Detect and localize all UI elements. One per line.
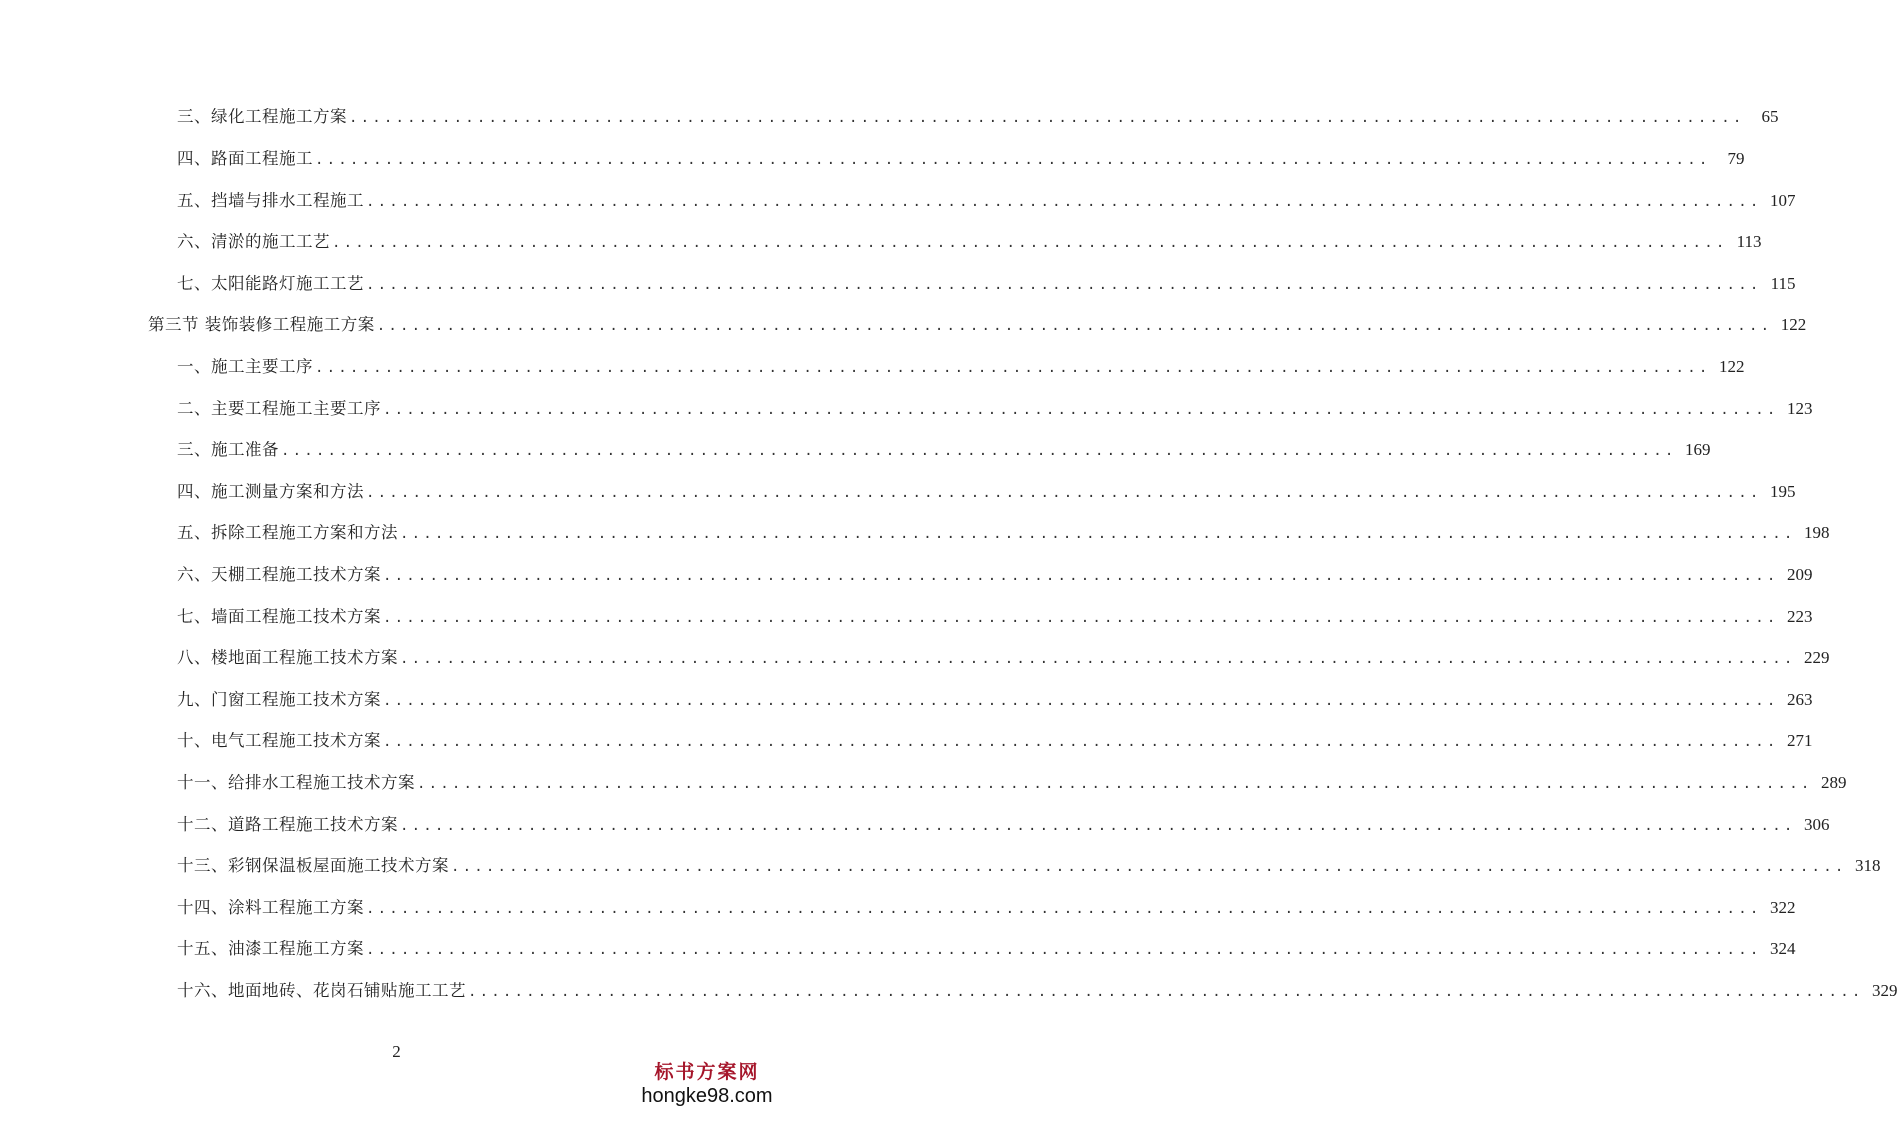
toc-entry bbox=[177, 229, 1762, 255]
toc-entry-page: 115 bbox=[1770, 274, 1796, 293]
toc-dot-leader: ........................................................................................................................ bbox=[376, 318, 1773, 334]
toc-dot-leader: ........................................................................................................................ bbox=[383, 734, 1779, 750]
toc-entry-title: 五、挡墙与排水工程施工 bbox=[177, 191, 364, 210]
toc-entry bbox=[177, 812, 1830, 838]
toc-entry bbox=[177, 978, 1897, 1004]
toc-entry-title: 三、施工准备 bbox=[177, 440, 279, 459]
toc-dot-leader: ........................................................................................................................ bbox=[315, 152, 1711, 168]
toc-entry-title: 十五、油漆工程施工方案 bbox=[177, 939, 364, 958]
toc-entry-title: 七、太阳能路灯施工工艺 bbox=[177, 274, 364, 293]
toc-entry-page: 195 bbox=[1769, 482, 1796, 501]
toc-dot-leader: ........................................................................................................................ bbox=[451, 859, 1847, 875]
toc-entry-page: 79 bbox=[1727, 149, 1745, 168]
toc-entry-page: 329 bbox=[1871, 981, 1897, 1000]
toc-entry bbox=[177, 562, 1813, 588]
toc-dot-leader: ........................................................................................................................ bbox=[349, 110, 1745, 126]
toc-entry-page: 209 bbox=[1786, 565, 1813, 584]
toc-entry-title: 十一、给排水工程施工技术方案 bbox=[177, 773, 415, 792]
toc-dot-leader: ........................................................................................................................ bbox=[332, 235, 1728, 251]
watermark-site-url: hongke98.com bbox=[641, 1085, 773, 1107]
toc-entry-page: 271 bbox=[1786, 731, 1813, 750]
toc-dot-leader: ........................................................................................................................ bbox=[383, 402, 1779, 418]
toc-entry-page: 65 bbox=[1761, 107, 1779, 126]
toc-entry bbox=[177, 895, 1796, 921]
toc-entry-title: 二、主要工程施工主要工序 bbox=[177, 399, 381, 418]
toc-dot-leader: ........................................................................................................................ bbox=[315, 360, 1711, 376]
toc-entry bbox=[177, 479, 1796, 505]
toc-entry bbox=[177, 728, 1813, 754]
toc-entry-page: 324 bbox=[1769, 939, 1796, 958]
toc-entry-title: 十四、涂料工程施工方案 bbox=[177, 898, 364, 917]
toc-entry bbox=[177, 853, 1881, 879]
toc-entry bbox=[177, 271, 1796, 297]
toc-entry bbox=[177, 146, 1745, 172]
toc-dot-leader: ........................................................................................................................ bbox=[468, 984, 1864, 1000]
toc-entry bbox=[177, 354, 1745, 380]
toc-dot-leader: ........................................................................................................................ bbox=[366, 901, 1762, 917]
watermark-chinese-name: 标书方案网 bbox=[654, 1061, 760, 1083]
toc-dot-leader: ........................................................................................................................ bbox=[366, 485, 1762, 501]
toc-entry-page: 322 bbox=[1769, 898, 1796, 917]
toc-entry-title: 四、路面工程施工 bbox=[177, 149, 313, 168]
toc-entry-page: 289 bbox=[1820, 773, 1847, 792]
toc-entry-page: 169 bbox=[1684, 440, 1711, 459]
toc-dot-leader: ........................................................................................................................ bbox=[281, 443, 1677, 459]
toc-entry bbox=[177, 645, 1830, 671]
toc-entry-title: 十二、道路工程施工技术方案 bbox=[177, 815, 398, 834]
toc-entry bbox=[177, 396, 1813, 422]
toc-entry-page: 229 bbox=[1803, 648, 1830, 667]
toc-entry-title: 八、楼地面工程施工技术方案 bbox=[177, 648, 398, 667]
toc-entry-page: 306 bbox=[1803, 815, 1830, 834]
toc-dot-leader: ........................................................................................................................ bbox=[366, 277, 1762, 293]
toc-entry bbox=[177, 770, 1847, 796]
toc-entry-title: 六、清淤的施工工艺 bbox=[177, 232, 330, 251]
toc-entry-title: 第三节 装饰装修工程施工方案 bbox=[148, 315, 375, 334]
toc-entry-page: 122 bbox=[1780, 315, 1807, 334]
toc-dot-leader: ........................................................................................................................ bbox=[400, 818, 1796, 834]
toc-dot-leader: ........................................................................................................................ bbox=[400, 651, 1796, 667]
toc-entry-page: 263 bbox=[1786, 690, 1813, 709]
toc-dot-leader: ........................................................................................................................ bbox=[383, 568, 1779, 584]
toc-entry-page: 223 bbox=[1786, 607, 1813, 626]
toc-dot-leader: ........................................................................................................................ bbox=[366, 194, 1762, 210]
toc-entry bbox=[177, 188, 1796, 214]
toc-entry bbox=[177, 936, 1796, 962]
toc-entry bbox=[177, 437, 1711, 463]
toc-entry-title: 十三、彩钢保温板屋面施工技术方案 bbox=[177, 856, 449, 875]
toc-entry-title: 三、绿化工程施工方案 bbox=[177, 107, 347, 126]
toc-entry bbox=[177, 604, 1813, 630]
toc-dot-leader: ........................................................................................................................ bbox=[383, 610, 1779, 626]
toc-entry-page: 107 bbox=[1769, 191, 1796, 210]
toc-dot-leader: ........................................................................................................................ bbox=[366, 942, 1762, 958]
toc-entry bbox=[177, 520, 1830, 546]
toc-entry bbox=[177, 687, 1813, 713]
toc-entry-page: 198 bbox=[1803, 523, 1830, 542]
toc-dot-leader: ........................................................................................................................ bbox=[383, 693, 1779, 709]
page-number: 2 bbox=[392, 1042, 401, 1061]
toc-entry-title: 七、墙面工程施工技术方案 bbox=[177, 607, 381, 626]
toc-entry-title: 九、门窗工程施工技术方案 bbox=[177, 690, 381, 709]
toc-entry-title: 六、天棚工程施工技术方案 bbox=[177, 565, 381, 584]
toc-entry-title: 十、电气工程施工技术方案 bbox=[177, 731, 381, 750]
toc-entry-title: 一、施工主要工序 bbox=[177, 357, 313, 376]
toc-dot-leader: ........................................................................................................................ bbox=[400, 526, 1796, 542]
toc-entry-title: 十六、地面地砖、花岗石铺贴施工工艺 bbox=[177, 981, 466, 1000]
toc-dot-leader: ........................................................................................................................ bbox=[417, 776, 1813, 792]
toc-entry bbox=[177, 104, 1779, 130]
toc-entry-page: 122 bbox=[1718, 357, 1745, 376]
toc-entry-page: 123 bbox=[1786, 399, 1813, 418]
toc-entry-page: 113 bbox=[1736, 232, 1762, 251]
toc-entry-title: 五、拆除工程施工方案和方法 bbox=[177, 523, 398, 542]
toc-entry-title: 四、施工测量方案和方法 bbox=[177, 482, 364, 501]
toc-section-entry bbox=[148, 312, 1807, 338]
site-watermark bbox=[637, 1060, 777, 1108]
toc-entry-page: 318 bbox=[1854, 856, 1881, 875]
